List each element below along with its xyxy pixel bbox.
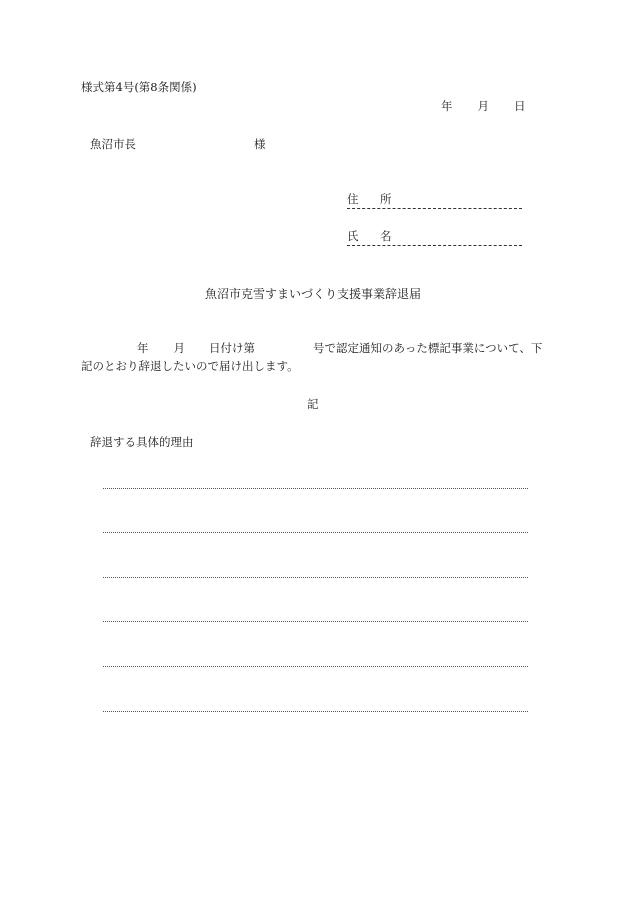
intro-day-prefix: 日付け第 [209, 341, 255, 355]
addressee [90, 139, 266, 151]
intro-year: 年 [137, 341, 149, 355]
reason-line[interactable] [103, 488, 528, 489]
name-underline [347, 245, 522, 246]
reason-line[interactable] [103, 621, 528, 622]
address-label-char1: 住 [347, 192, 359, 206]
date-year: 年 [441, 99, 453, 113]
address-label-char2: 所 [380, 192, 392, 206]
intro-number-suffix: 号で認定通知のあった標記事業について、下 [313, 341, 543, 355]
reason-line[interactable] [103, 532, 528, 533]
intro-month: 月 [173, 341, 185, 355]
date-day: 日 [514, 99, 526, 113]
intro-line-1 [137, 343, 542, 355]
reason-line[interactable] [103, 577, 528, 578]
addressee-honorific: 様 [254, 137, 266, 151]
reason-label: 辞退する具体的理由 [90, 435, 194, 449]
name-label-char1: 氏 [347, 229, 359, 243]
reason-line[interactable] [103, 711, 528, 712]
name-field[interactable] [347, 231, 522, 245]
document-title: 魚沼市克雪すまいづくり支援事業辞退届 [205, 287, 422, 301]
date-month: 月 [477, 99, 489, 113]
name-label-char2: 名 [380, 229, 392, 243]
date-line [441, 101, 526, 113]
reason-line[interactable] [103, 666, 528, 667]
address-field[interactable] [347, 194, 522, 208]
form-number: 様式第4号(第8条関係) [81, 80, 197, 94]
address-underline [347, 208, 522, 209]
intro-line-2: 記のとおり辞退したいので届け出します。 [81, 359, 299, 373]
addressee-name: 魚沼市長 [90, 137, 136, 151]
ki-heading: 記 [307, 397, 319, 411]
